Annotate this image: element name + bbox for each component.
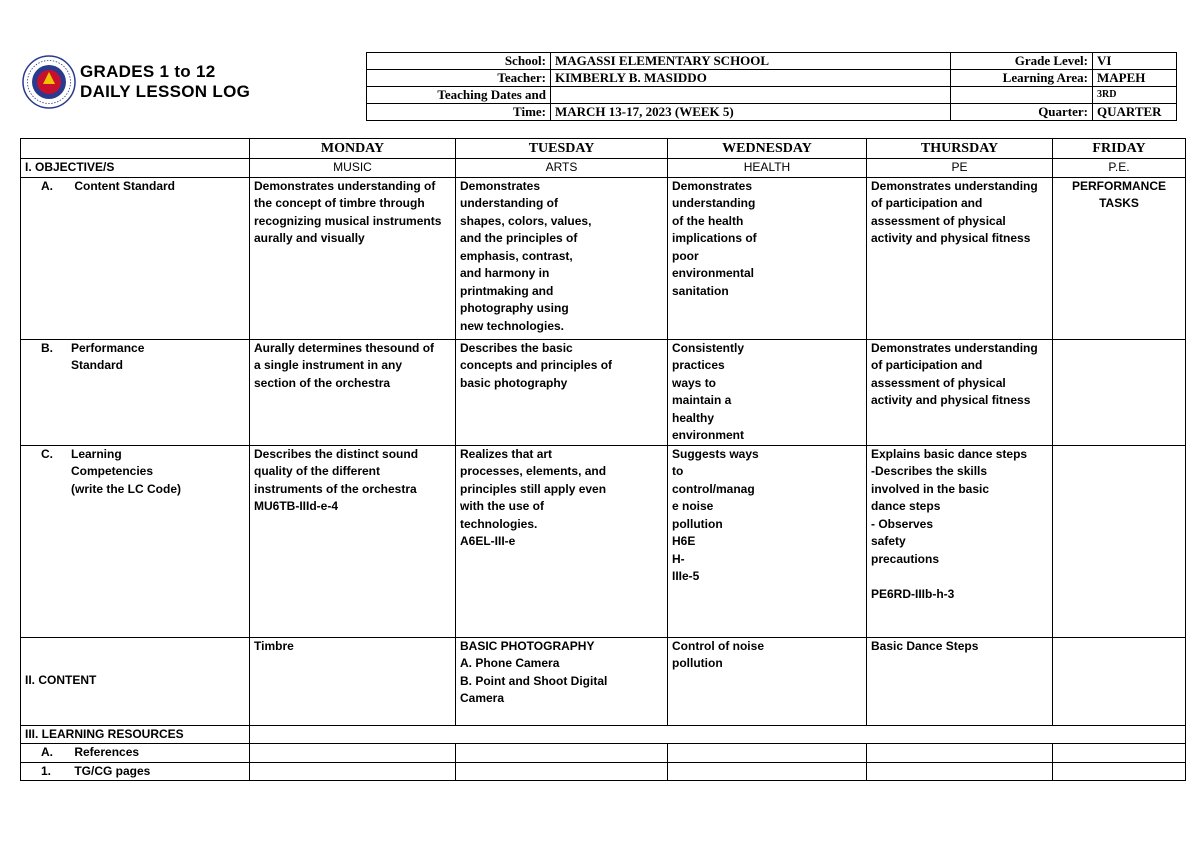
day-friday: FRIDAY: [1053, 139, 1186, 159]
subject-thursday: PE: [867, 159, 1053, 178]
tg-pages-letter: 1.: [41, 763, 52, 778]
content-wednesday: Control of noise pollution: [668, 637, 867, 725]
lesson-log-table: [20, 138, 1186, 781]
competencies-tuesday: Realizes that art processes, elements, and principles still apply even with the use of technologies. A6EL-III-e: [456, 445, 668, 637]
teacher-label: Teacher:: [367, 70, 551, 87]
references-label-cell: [21, 744, 250, 763]
quarter-blank: [951, 87, 1093, 104]
learning-area-label: Learning Area:: [951, 70, 1093, 87]
references-monday: [250, 744, 456, 763]
objectives-label: I. OBJECTIVE/S: [21, 159, 250, 178]
tg-pages-label: TG/CG pages: [74, 763, 151, 778]
school-value: MAGASSI ELEMENTARY SCHOOL: [551, 53, 951, 70]
tg-pages-friday: [1053, 762, 1186, 781]
grade-level-value: VI: [1093, 53, 1177, 70]
day-monday: MONDAY: [250, 139, 456, 159]
content-monday: Timbre: [250, 637, 456, 725]
title-line-1: GRADES 1 to 12: [80, 62, 216, 81]
performance-standard-friday: [1053, 339, 1186, 445]
competencies-label-cell: [21, 445, 250, 637]
competencies-letter: C.: [41, 446, 53, 461]
content-standard-label: Content Standard: [74, 178, 176, 193]
tg-pages-thursday: [867, 762, 1053, 781]
content-standard-letter: A.: [41, 178, 53, 193]
content-standard-label-cell: [21, 177, 250, 339]
competencies-thursday: Explains basic dance steps -Describes the skills involved in the basic dance steps - Observes safety precautions PE6RD-IIIb-h-3: [867, 445, 1053, 637]
teaching-dates-label-1: Teaching Dates and: [367, 87, 551, 104]
performance-standard-monday: Aurally determines thesound of a single instrument in any section of the orchestra: [250, 339, 456, 445]
learning-resources-label: III. LEARNING RESOURCES: [21, 725, 250, 744]
content-friday: [1053, 637, 1186, 725]
learning-area-value: MAPEH: [1093, 70, 1177, 87]
performance-standard-wednesday: Consistently practices ways to maintain a healthy environment: [668, 339, 867, 445]
teacher-value: KIMBERLY B. MASIDDO: [551, 70, 951, 87]
subject-wednesday: HEALTH: [668, 159, 867, 178]
performance-standard-thursday: Demonstrates understanding of participation and assessment of physical activity and physical fitness: [867, 339, 1053, 445]
competencies-monday: Describes the distinct sound quality of the different instruments of the orchestra MU6TB-IIId-e-4: [250, 445, 456, 637]
teaching-dates-value: MARCH 13-17, 2023 (WEEK 5): [551, 104, 951, 121]
performance-standard-label: Performance Standard: [71, 340, 145, 372]
grade-level-label: Grade Level:: [951, 53, 1093, 70]
subject-tuesday: ARTS: [456, 159, 668, 178]
quarter-value-2: QUARTER: [1093, 104, 1177, 121]
corner-cell: [21, 139, 250, 159]
content-tuesday: BASIC PHOTOGRAPHY A. Phone Camera B. Point and Shoot Digital Camera: [456, 637, 668, 725]
references-friday: [1053, 744, 1186, 763]
references-thursday: [867, 744, 1053, 763]
content-thursday: Basic Dance Steps: [867, 637, 1053, 725]
references-label: References: [74, 745, 140, 759]
day-thursday: THURSDAY: [867, 139, 1053, 159]
tg-pages-wednesday: [668, 762, 867, 781]
tg-pages-label-cell: [21, 762, 250, 781]
quarter-label: Quarter:: [951, 104, 1093, 121]
subject-monday: MUSIC: [250, 159, 456, 178]
performance-standard-letter: B.: [41, 340, 53, 355]
competencies-friday: [1053, 445, 1186, 637]
title-line-2: DAILY LESSON LOG: [80, 82, 251, 101]
competencies-label: Learning Competencies (write the LC Code): [71, 446, 181, 496]
quarter-value-1: 3RD: [1093, 87, 1177, 104]
content-label: II. CONTENT: [21, 637, 250, 725]
subject-friday: P.E.: [1053, 159, 1186, 178]
school-label: School:: [367, 53, 551, 70]
teaching-dates-label-2: Time:: [367, 104, 551, 121]
deped-seal: [22, 55, 76, 109]
dates-blank: [551, 87, 951, 104]
references-letter: A.: [41, 745, 53, 759]
content-standard-wednesday: Demonstrates understanding of the health implications of poor environmental sanitation: [668, 177, 867, 339]
content-standard-thursday: Demonstrates understanding of participation and assessment of physical activity and physical fitness: [867, 177, 1053, 339]
competencies-wednesday: Suggests ways to control/manag e noise pollution H6E H- IIIe-5: [668, 445, 867, 637]
content-standard-monday: Demonstrates understanding of the concept of timbre through recognizing musical instruments aurally and visually: [250, 177, 456, 339]
performance-standard-tuesday: Describes the basic concepts and principles of basic photography: [456, 339, 668, 445]
day-wednesday: WEDNESDAY: [668, 139, 867, 159]
tg-pages-tuesday: [456, 762, 668, 781]
tg-pages-monday: [250, 762, 456, 781]
content-standard-tuesday: Demonstrates understanding of shapes, colors, values, and the principles of emphasis, contrast, and harmony in printmaking and photography using new technologies.: [456, 177, 668, 339]
references-tuesday: [456, 744, 668, 763]
header-info-table: [366, 52, 1177, 121]
content-standard-friday: PERFORMANCE TASKS: [1053, 177, 1186, 339]
performance-standard-label-cell: [21, 339, 250, 445]
references-wednesday: [668, 744, 867, 763]
learning-resources-cell: [250, 725, 1186, 744]
day-tuesday: TUESDAY: [456, 139, 668, 159]
